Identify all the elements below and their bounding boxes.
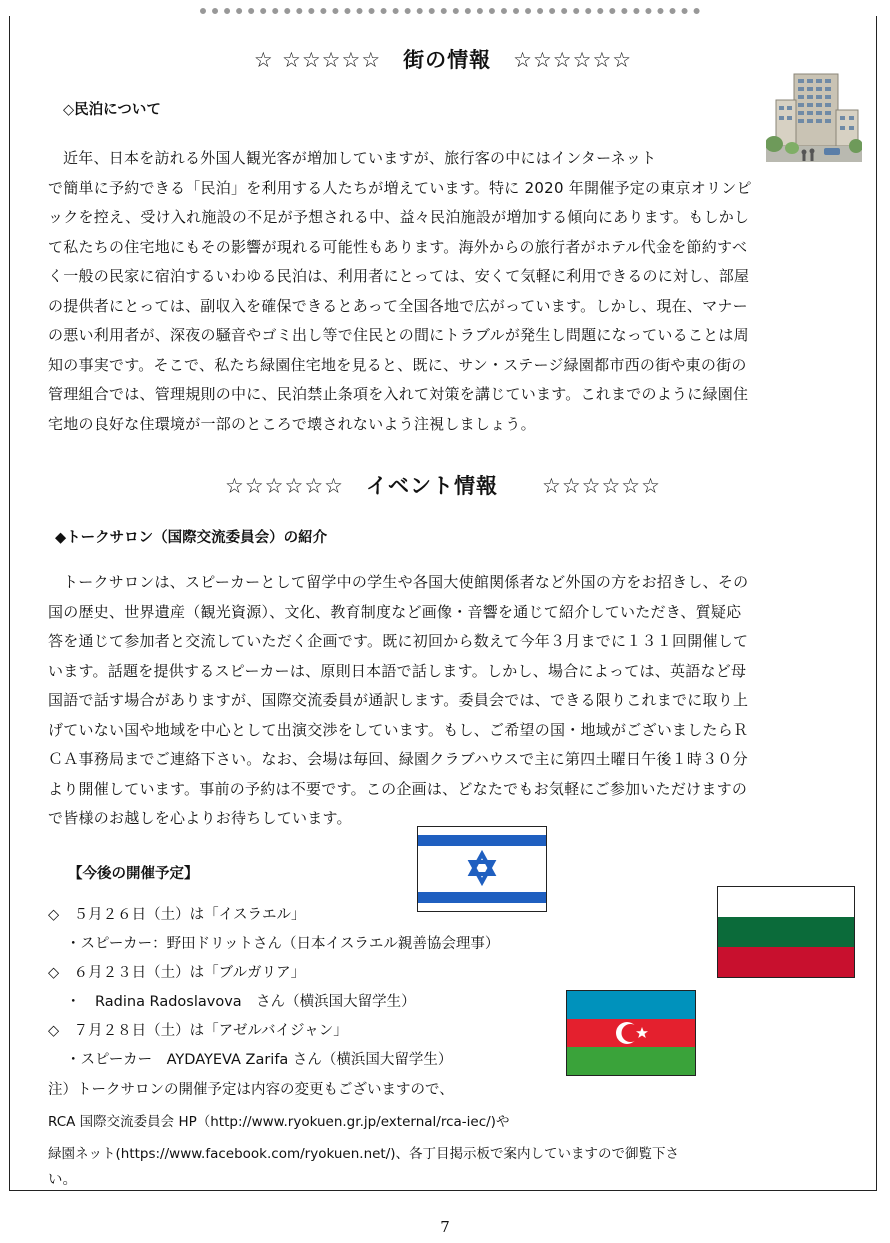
talk-salon-line: 答を通じて参加者と交流していただく企画です。既に初回から数えて今年３月までに１３１回開催して [48, 632, 749, 650]
schedule-date-azerbaijan: ◇ ７月２８日（土）は「アゼルバイジャン」 [48, 1023, 348, 1039]
page-number: 7 [440, 1218, 450, 1236]
minpaku-line: で簡単に予約できる「民泊」を利用する人たちが増えています。特に 2020 年開催予定の東京オリンピ [48, 178, 752, 197]
schedule-date-bulgaria: ◇ ６月２３日（土）は「ブルガリア」 [48, 965, 306, 981]
minpaku-line: 近年、日本を訪れる外国人観光客が増加していますが、旅行客の中にはインターネット [63, 149, 657, 167]
talk-salon-line: げていない国や地域を中心として出演交渉をしています。もし、ご希望の国・地域がございましたらＲ [48, 720, 749, 739]
note-line: い。 [48, 1172, 77, 1188]
minpaku-subtitle: ◇民泊について [63, 102, 161, 118]
minpaku-line: の悪い利用者が、深夜の騒音やゴミ出し等で住民との間にトラブルが発生し問題になっていることは周 [48, 326, 749, 344]
minpaku-line: て私たちの住宅地にもその影響が現れる可能性もあります。海外からの旅行者がホテル代金を節約すべ [48, 237, 748, 256]
minpaku-line: く一般の民家に宿泊するいわゆる民泊は、利用者にとっては、安くて気軽に利用できるのに対し、部屋 [48, 267, 750, 285]
minpaku-line: 知の事実です。そこで、私たち緑園住宅地を見ると、既に、サン・ステージ緑園都市西の街や東の街の [48, 355, 747, 374]
minpaku-line: の提供者にとっては、副収入を確保できるとあって全国各地で広がっています。しかし、現在、マナー [48, 296, 748, 315]
note-line: 注）トークサロンの開催予定は内容の変更もございますので、 [48, 1082, 454, 1098]
town-info-heading: ☆ ☆☆☆☆☆ 街の情報 ☆☆☆☆☆☆ [253, 48, 633, 72]
note-line: RCA 国際交流委員会 HP（http://www.ryokuen.gr.jp/external/rca-iec/)や [48, 1114, 510, 1130]
schedule-date-israel: ◇ ５月２６日（土）は「イスラエル」 [48, 907, 306, 923]
top-border-decoration [200, 0, 700, 14]
schedule-speaker-azerbaijan: ・スピーカー AYDAYEVA Zarifa さん（横浜国大留学生） [66, 1052, 453, 1068]
event-info-heading: ☆☆☆☆☆☆ イベント情報 ☆☆☆☆☆☆ [225, 474, 661, 498]
schedule-speaker-israel: ・スピーカー：野田ドリットさん（日本イスラエル親善協会理事） [66, 936, 500, 952]
minpaku-paragraph [48, 144, 860, 439]
minpaku-line: 宅地の良好な住環境が一部のところで壊されないよう注視しましょう。 [48, 414, 536, 433]
talk-salon-line: 国の歴史、世界遺産（観光資源）、文化、教育制度など画像・音響を通じて紹介していただき、質疑応 [48, 602, 742, 621]
bulgaria-flag [717, 886, 855, 978]
talk-salon-line: ＣＡ事務局までご連絡下さい。なお、会場は毎回、緑園クラブハウスで主に第四土曜日午後１時３０分 [48, 750, 748, 768]
talk-salon-line: 国語で話す場合がありますが、国際交流委員が通訳します。委員会では、できる限りこれまでに取り上 [48, 691, 749, 709]
minpaku-line: ックを控え、受け入れ施設の不足が予想される中、益々民泊施設が増加する傾向にあります。もしかし [48, 208, 750, 226]
talk-salon-paragraph [48, 568, 860, 834]
schedule-speaker-bulgaria: ・ Radina Radoslavova さん（横浜国大留学生） [66, 994, 416, 1010]
azerbaijan-flag-graphic [567, 991, 695, 1075]
schedule-title: 【今後の開催予定】 [68, 866, 199, 882]
talk-salon-line: トークサロンは、スピーカーとして留学中の学生や各国大使館関係者など外国の方をお招きし、その [63, 573, 749, 591]
azerbaijan-flag [566, 990, 696, 1076]
talk-salon-line: います。話題を提供するスピーカーは、原則日本語で話します。しかし、場合によっては、英語など母 [48, 661, 747, 680]
minpaku-line: 管理組合では、管理規則の中に、民泊禁止条項を入れて対策を講じています。これまでのように緑園住 [48, 385, 749, 403]
israel-flag-graphic [418, 827, 546, 911]
israel-flag [417, 826, 547, 912]
talk-salon-line: より開催しています。事前の予約は不要です。この企画は、どなたでもお気軽にご参加いただけますの [48, 779, 748, 798]
note-line: 緑園ネット(https://www.facebook.com/ryokuen.net/)、各丁目掲示板で案内していますので御覧下さ [48, 1146, 680, 1162]
talk-salon-subtitle: ◆トークサロン（国際交流委員会）の紹介 [55, 530, 328, 546]
talk-salon-line: で皆様のお越しを心よりお待ちしています。 [48, 809, 352, 827]
